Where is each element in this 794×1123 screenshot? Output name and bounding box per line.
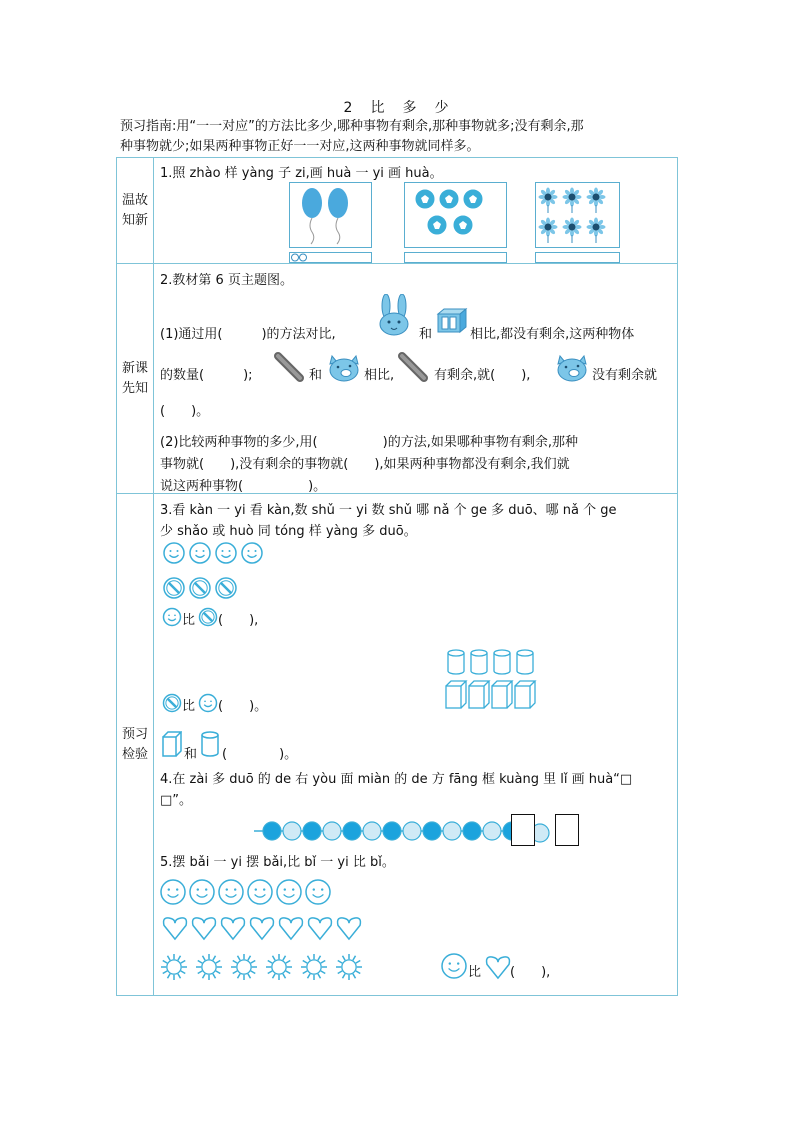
flower-icon: [536, 183, 619, 247]
log-icon: [396, 350, 432, 386]
forbidden-sign-icon: [162, 693, 182, 713]
cube-icon: [162, 730, 182, 758]
worksheet-table: [116, 157, 678, 996]
q3-c2: 比: [182, 699, 196, 714]
q2-p1h: 没有剩余就: [592, 368, 658, 383]
balloons-box: [289, 182, 372, 248]
smiley-icon: [198, 693, 218, 713]
q2-text: 2.教材第 6 页主题图。: [160, 273, 293, 288]
soccer-ball-icon: [405, 183, 506, 247]
q2-p1i: ( )。: [160, 404, 210, 419]
q1-text: 1.照 zhào 样 yàng 子 zi,画 huà 一 yi 画 huà。: [160, 166, 443, 181]
sun-row: [160, 952, 370, 982]
cylinder-icon: [200, 730, 222, 758]
answer-square-2[interactable]: [555, 814, 579, 846]
q3-c3b: ( )。: [222, 747, 298, 762]
q2-p2a: (2)比较两种事物的多少,用( )的方法,如果哪种事物有剩余,那种: [160, 435, 578, 450]
balls-box: [404, 182, 507, 248]
guide-line-2: 种事物就少;如果两种事物正好一一对应,这两种事物就同样多。: [120, 139, 480, 154]
page-title: 2 比 多 少: [343, 100, 451, 116]
answer-square-1[interactable]: [511, 814, 535, 846]
q2-p2c: 说这两种事物( )。: [160, 479, 327, 494]
section-label-practice: 预习 检验: [117, 494, 154, 996]
q2-p2b: 事物就( ),没有剩余的事物就( ),如果两种事物都没有剩余,我们就: [160, 457, 570, 472]
rabbit-icon: [372, 294, 418, 338]
smiley-row: [162, 541, 266, 565]
q3-text-1: 3.看 kàn 一 yi 看 kàn,数 shǔ 一 yi 数 shǔ 哪 nǎ 个 ge 多 duō、哪 nǎ 个 ge: [160, 503, 617, 518]
section-new-lesson: [154, 264, 678, 494]
smiley-icon: [440, 952, 468, 980]
q5-cmpb: ( ),: [510, 965, 551, 980]
pig-icon: [326, 352, 362, 384]
q2-p1b: 和: [419, 327, 433, 342]
smiley-icon: [162, 607, 182, 627]
answer-box-flowers[interactable]: [535, 252, 620, 263]
q2-p1c: 相比,都没有剩余,这两种物体: [470, 327, 635, 342]
log-icon: [272, 350, 308, 386]
q3-c1b: ( ),: [218, 613, 259, 628]
forbidden-sign-icon: [198, 607, 218, 627]
section-label-review: 温故 知新: [117, 158, 154, 264]
q5-cmp: 比: [468, 965, 482, 980]
q3-c2b: ( )。: [218, 699, 268, 714]
balloon-icon: [290, 183, 371, 247]
answer-box-balls[interactable]: [404, 252, 507, 263]
box-icon: [436, 308, 468, 334]
q4-text-1: 4.在 zài 多 duō 的 de 右 yòu 面 miàn 的 de 方 fāng 框 kuàng 里 lǐ 画 huà“□: [160, 772, 633, 787]
forbidden-sign-row: [162, 576, 242, 600]
pig-icon: [554, 352, 590, 384]
answer-box-balloons[interactable]: [289, 252, 372, 263]
q5-text: 5.摆 bǎi 一 yi 摆 bǎi,比 bǐ 一 yi 比 bǐ。: [160, 855, 395, 870]
guide-line-1: 预习指南:用“一一对应”的方法比多少,哪种事物有剩余,那种事物就多;没有剩余,那: [120, 119, 584, 134]
q3-c3: 和: [184, 747, 198, 762]
q2-p1f: 相比,: [364, 368, 395, 383]
q2-p1d: 的数量( );: [160, 368, 253, 383]
heart-row: [160, 915, 370, 943]
flowers-box: [535, 182, 620, 248]
cylinders-and-cubes: [444, 649, 544, 711]
q2-p1a: (1)通过用( )的方法对比,: [160, 327, 336, 342]
section-review: [154, 158, 678, 264]
q2-p1e: 和: [309, 368, 323, 383]
section-label-new-lesson: 新课 先知: [117, 264, 154, 494]
q4-text-2: □”。: [160, 793, 193, 808]
q3-text-2: 少 shǎo 或 huò 同 tóng 样 yàng 多 duō。: [160, 524, 417, 539]
heart-icon: [484, 954, 512, 980]
section-practice: [154, 494, 678, 996]
q3-c1: 比: [182, 613, 196, 628]
smiley-row: [160, 878, 340, 906]
q2-p1g: 有剩余,就( ),: [434, 368, 531, 383]
